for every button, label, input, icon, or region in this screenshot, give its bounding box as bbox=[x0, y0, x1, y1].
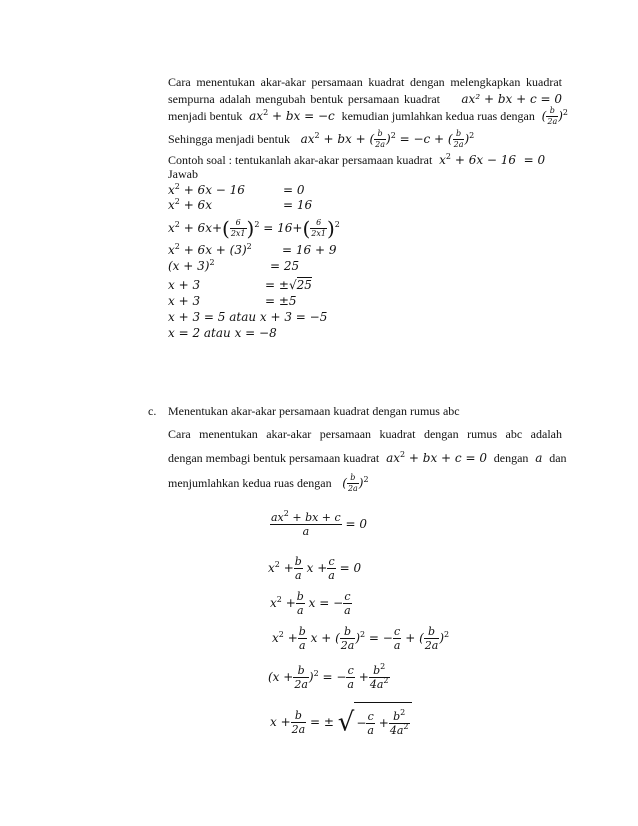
math-general-equation: ax² + bx + c = 0 bbox=[461, 92, 562, 106]
math-moved-equation: $ax^2$ + bx = −c bbox=[245, 108, 339, 123]
step-1-right: = 0 bbox=[283, 183, 305, 197]
section-c-p2 bbox=[168, 451, 567, 465]
section-c-p2c: dan bbox=[549, 451, 567, 465]
step-5-left: $(x + 3)^2$ bbox=[168, 258, 215, 273]
abc-step-5: (x + $\frac{b}{2a}$ )$^2$ = − $\frac{c}{a}$ + $\frac{b^2}{4a^2}$ bbox=[268, 662, 389, 691]
step-2-right: = 16 bbox=[283, 198, 313, 212]
section-c-p2b: dengan bbox=[493, 451, 529, 465]
abc-step-6: x + $\frac{b}{2a}$ = ± √ − $\frac{c}{a}$ + $\frac{b^2}{4a^2}$ bbox=[270, 702, 412, 743]
intro-line-4 bbox=[168, 130, 474, 149]
section-c-letter: c. bbox=[148, 404, 157, 418]
section-c-p1: Cara menentukan akar-akar persamaan kuadrat dengan rumus abc adalah bbox=[168, 427, 562, 441]
intro-line-3-text: menjadi bentuk bbox=[168, 109, 243, 123]
section-c-p2a: dengan membagi bentuk persamaan kuadrat bbox=[168, 451, 380, 465]
abc-step-3: $x^2$ + $\frac{b}{a}$ x = − $\frac{c}{a}$ bbox=[270, 590, 351, 617]
math-general-equation-2: $ax^2$ + bx + c = 0 bbox=[382, 450, 491, 465]
intro-line-2-text: sempurna adalah mengubah bentuk persamaan kuadrat bbox=[168, 92, 440, 106]
step-4-left: $x^2 + 6x + (3)^2$ bbox=[168, 242, 252, 257]
abc-step-4: $x^2$ + $\frac{b}{a}$ x + ( $\frac{b}{2a}$ )$^2$ = − $\frac{c}{a}$ + ( $\frac{b}{2a}$ )$^2$ bbox=[272, 625, 450, 652]
step-2-left: $x^2 + 6x$ bbox=[168, 197, 212, 212]
example-text: Contoh soal : tentukanlah akar-akar persamaan kuadrat bbox=[168, 153, 433, 167]
step-7-right: = ±5 bbox=[265, 294, 297, 308]
step-8: x + 3 = 5 atau x + 3 = −5 bbox=[168, 310, 328, 324]
answer-label: Jawab bbox=[168, 167, 198, 181]
math-b-over-2a: ( $\frac{b}{2a}$ )$^2$ bbox=[537, 106, 568, 126]
step-1-left: $x^2 + 6x - 16$ bbox=[168, 182, 245, 197]
step-3: $x^2 + 6x+$( $\frac{6}{2x1}$ )$^2$ = 16+( $\frac{6}{2x1}$ )$^2$ bbox=[168, 216, 340, 241]
step-6-left: x + 3 bbox=[168, 278, 201, 292]
abc-step-1: $\frac{ax^2 + bx + c}{a}$ = 0 bbox=[271, 509, 368, 538]
math-example-equation: $x^2 + 6x - 16 = 0$ bbox=[435, 152, 546, 167]
section-c-p3 bbox=[168, 474, 369, 493]
intro-line-3b-text: kemudian jumlahkan kedua ruas dengan bbox=[341, 109, 535, 123]
step-4-right: = 16 + 9 bbox=[282, 243, 337, 257]
intro-line-1: Cara menentukan akar-akar persamaan kuadrat dengan melengkapkan kuadrat bbox=[168, 75, 562, 89]
example-line bbox=[168, 153, 545, 167]
math-b-over-2a-2: ( $\frac{b}{2a}$ )$^2$ bbox=[334, 473, 369, 493]
intro-line-3 bbox=[168, 107, 568, 126]
section-c-p3-text: menjumlahkan kedua ruas dengan bbox=[168, 476, 332, 490]
intro-line-2 bbox=[168, 92, 562, 106]
section-c-heading: Menentukan akar-akar persamaan kuadrat dengan rumus abc bbox=[168, 404, 460, 418]
math-completed-equation: $ax^2$ + bx + ( $\frac{b}{2a}$ )$^2$ = −c + ( $\frac{b}{2a}$ )$^2$ bbox=[292, 129, 475, 149]
math-a: a bbox=[531, 451, 547, 465]
intro-line-4-text: Sehingga menjadi bentuk bbox=[168, 132, 290, 146]
abc-step-2: $x^2$ + $\frac{b}{a}$ x + $\frac{c}{a}$ = 0 bbox=[268, 555, 362, 582]
step-6-right: = ±√25 bbox=[265, 278, 312, 292]
step-7-left: x + 3 bbox=[168, 294, 201, 308]
step-9: x = 2 atau x = −8 bbox=[168, 326, 277, 340]
step-5-right: = 25 bbox=[270, 259, 300, 273]
